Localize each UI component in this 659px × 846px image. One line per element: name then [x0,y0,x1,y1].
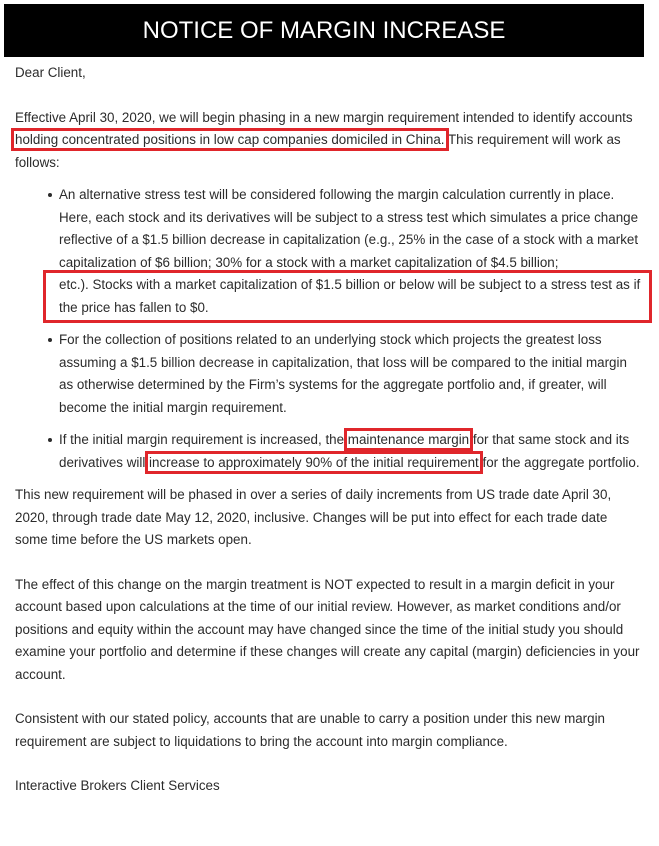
notice-title: NOTICE OF MARGIN INCREASE [142,16,506,44]
intro-text-2: This requirement will work as follows: [15,132,621,170]
bullet-1-highlight: etc.). Stocks with a market capitalization of $1.5 billion or below will be subject to a stress test as if the price has fallen to $0. [47,274,648,319]
list-item [15,429,640,474]
bullet-3-highlight-2: increase to approximately 90% of the initial requirement [149,454,479,470]
policy-paragraph: Consistent with our stated policy, accounts that are unable to carry a position under this new margin requirement are subject to liquidations to bring the account into margin compliance. [15,711,605,749]
bullet-3-text-2: for that same stock and its derivatives will [59,432,630,470]
notice-body [15,62,640,798]
signature: Interactive Brokers Client Services [15,778,220,793]
bullet-3-text-1: If the initial margin requirement is increased, the [59,432,348,447]
notice-header [4,4,644,57]
requirement-list [15,184,640,474]
intro-paragraph [15,107,640,175]
bullet-icon [48,338,52,342]
intro-text-1: Effective April 30, 2020, we will begin phasing in a new margin requirement intended to identify accounts [15,109,633,125]
bullet-icon [48,193,52,197]
bullet-1-text: An alternative stress test will be considered following the margin calculation currently in place. Here, each stock and its derivatives will be subject to a stress test which simulates a price change reflective of a $1.5 billion decrease in capitalization (e.g., 25% in the case of a stock with a market capitalization of $6 billion; 30% for a stock with a market capitalization of $4.5 billion; [59,187,639,270]
intro-highlight: holding concentrated positions in low cap companies domiciled in China. [15,132,445,147]
effect-paragraph: The effect of this change on the margin treatment is NOT expected to result in a margin deficit in your account based upon calculations at the time of our initial review. However, as market conditions and/or positions and equity within the account may have changed since the time of the initial study you should examine your portfolio and determine if these changes will create any capital (margin) deficiencies in your account. [15,576,640,682]
list-item [15,184,640,319]
list-item [15,329,640,419]
salutation: Dear Client, [15,65,86,80]
bullet-2-text: For the collection of positions related to an underlying stock which projects the greatest loss assuming a $1.5 billion decrease in capitalization, that loss will be compared to the initial margin as otherwise determined by the Firm’s systems for the aggregate portfolio and, if greater, will become the initial margin requirement. [59,332,627,415]
bullet-3-highlight-1: maintenance margin [347,432,470,447]
phase-paragraph: This new requirement will be phased in over a series of daily increments from US trade date April 30, 2020, through trade date May 12, 2020, inclusive. Changes will be put into effect for each trade date some time before the US markets open. [15,487,612,547]
bullet-icon [48,438,52,442]
bullet-3-text-3: for the aggregate portfolio. [478,454,640,470]
